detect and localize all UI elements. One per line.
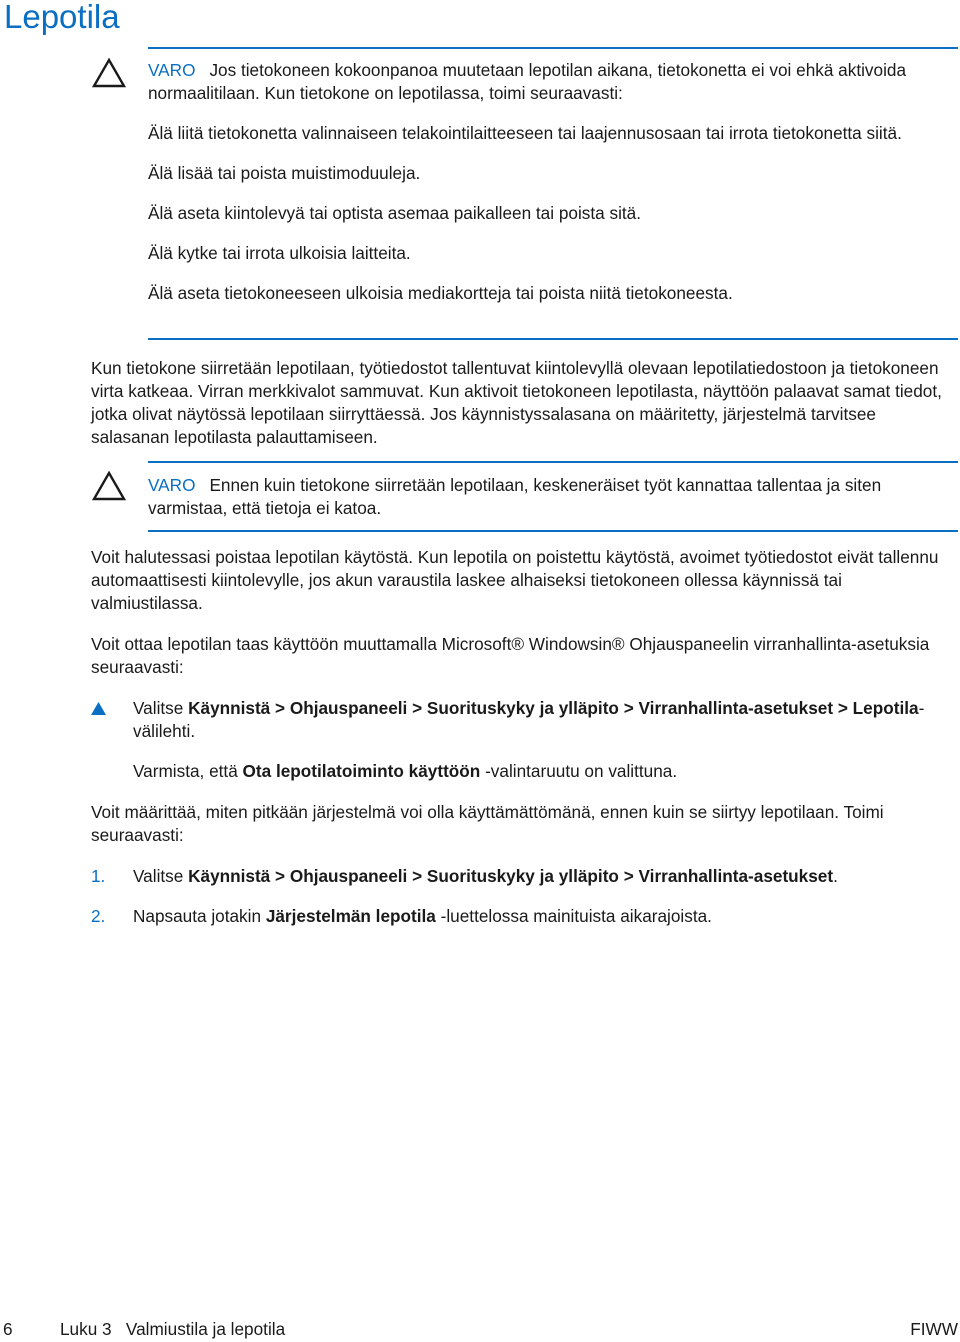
- caution-block: [148, 59, 944, 305]
- body-paragraph: Kun tietokone siirretään lepotilaan, työtiedostot tallentuvat kiintolevyllä olevaan lepotilatiedostoon ja tietokoneen virta katkeaa. Virran merkkivalot sammuvat. Kun aktivoit tietokoneen lepotilasta, näyttöön palaavat samat tiedot, jotka olivat näytössä lepotilaan siirryttäessä. Jos käynnistyssalasana on määritetty, järjestelmä tarvitsee salasanan lepotilasta palauttamiseen.: [91, 358, 942, 447]
- body-paragraph: Voit ottaa lepotilan taas käyttöön muuttamalla Microsoft® Windowsin® Ohjauspaneelin virranhallinta-asetuksia seuraavasti:: [91, 634, 930, 677]
- single-step: [91, 697, 946, 783]
- caution-text: VARO Jos tietokoneen kokoonpanoa muutetaan lepotilan aikana, tietokonetta ei voi ehkä aktivoida normaalitilaan. Kun tietokone on lepotilassa, toimi seuraavasti:: [148, 60, 907, 103]
- menu-path-item: Ohjauspaneeli: [289, 866, 408, 886]
- menu-path-item: Käynnistä: [188, 866, 271, 886]
- caution-top-rule: [148, 47, 958, 49]
- step-text: Valitse Käynnistä > Ohjauspaneeli > Suorituskyky ja ylläpito > Virranhallinta-asetukset > Lepotila-välilehti.: [133, 698, 925, 741]
- step-note: Varmista, että Ota lepotilatoiminto käyttöön -valintaruutu on valittuna.: [133, 761, 678, 781]
- caution-block: [148, 474, 944, 520]
- warning-triangle-icon: [91, 57, 127, 89]
- menu-path-item: Ohjauspaneeli: [289, 698, 408, 718]
- menu-path-item: Suorituskyky ja ylläpito: [426, 698, 619, 718]
- step-number: 1.: [91, 866, 106, 886]
- caution-bottom-rule: [148, 530, 958, 532]
- menu-path-item: Virranhallinta-asetukset: [638, 866, 834, 886]
- step-number: 2.: [91, 906, 106, 926]
- page-title: Lepotila: [4, 0, 120, 35]
- numbered-step: [91, 865, 946, 888]
- step-text: Napsauta jotakin Järjestelmän lepotila -luettelossa mainituista aikarajoista.: [133, 906, 712, 926]
- chapter-title: Luku 3 Valmiustila ja lepotila: [60, 1319, 286, 1339]
- numbered-step: [91, 905, 946, 928]
- triangle-bullet-icon: [91, 702, 106, 715]
- menu-path-item: Virranhallinta-asetukset: [638, 698, 834, 718]
- body-paragraph: Voit halutessasi poistaa lepotilan käytöstä. Kun lepotila on poistettu käytöstä, avoimet työtiedostot eivät tallennu automaattisesti kiintolevylle, jos akun varaustila laskee alhaiseksi tietokoneen ollessa käynnissä tai valmiustilassa.: [91, 547, 939, 613]
- step-text: Valitse Käynnistä > Ohjauspaneeli > Suorituskyky ja ylläpito > Virranhallinta-asetukset.: [133, 866, 838, 886]
- caution-item: Älä aseta tietokoneeseen ulkoisia mediakortteja tai poista niitä tietokoneesta.: [148, 283, 733, 303]
- menu-path-item: Lepotila: [852, 698, 919, 718]
- page-number: 6: [3, 1319, 13, 1339]
- checkbox-name: Ota lepotilatoiminto käyttöön: [242, 761, 481, 781]
- page-footer: [0, 1318, 960, 1342]
- caution-label: VARO: [148, 475, 196, 495]
- document-code: FIWW: [910, 1319, 958, 1339]
- caution-label: VARO: [148, 60, 196, 80]
- caution-top-rule: [148, 461, 958, 463]
- caution-text: VARO Ennen kuin tietokone siirretään lepotilaan, keskeneräiset työt kannattaa tallentaa ja siten varmistaa, että tietoja ei katoa.: [148, 475, 882, 518]
- caution-item: Älä aseta kiintolevyä tai optista asemaa paikalleen tai poista sitä.: [148, 203, 641, 223]
- menu-path-item: Käynnistä: [188, 698, 271, 718]
- caution-bottom-rule: [148, 338, 958, 340]
- menu-path-item: Suorituskyky ja ylläpito: [426, 866, 619, 886]
- body-paragraph: Voit määrittää, miten pitkään järjestelmä voi olla käyttämättömänä, ennen kuin se siirtyy lepotilaan. Toimi seuraavasti:: [91, 802, 884, 845]
- caution-item: Älä liitä tietokonetta valinnaiseen telakointilaitteeseen tai laajennusosaan tai irrota tietokonetta siitä.: [148, 123, 902, 143]
- caution-item: Älä kytke tai irrota ulkoisia laitteita.: [148, 243, 411, 263]
- warning-triangle-icon: [91, 470, 127, 502]
- caution-item: Älä lisää tai poista muistimoduuleja.: [148, 163, 421, 183]
- list-name: Järjestelmän lepotila: [265, 906, 436, 926]
